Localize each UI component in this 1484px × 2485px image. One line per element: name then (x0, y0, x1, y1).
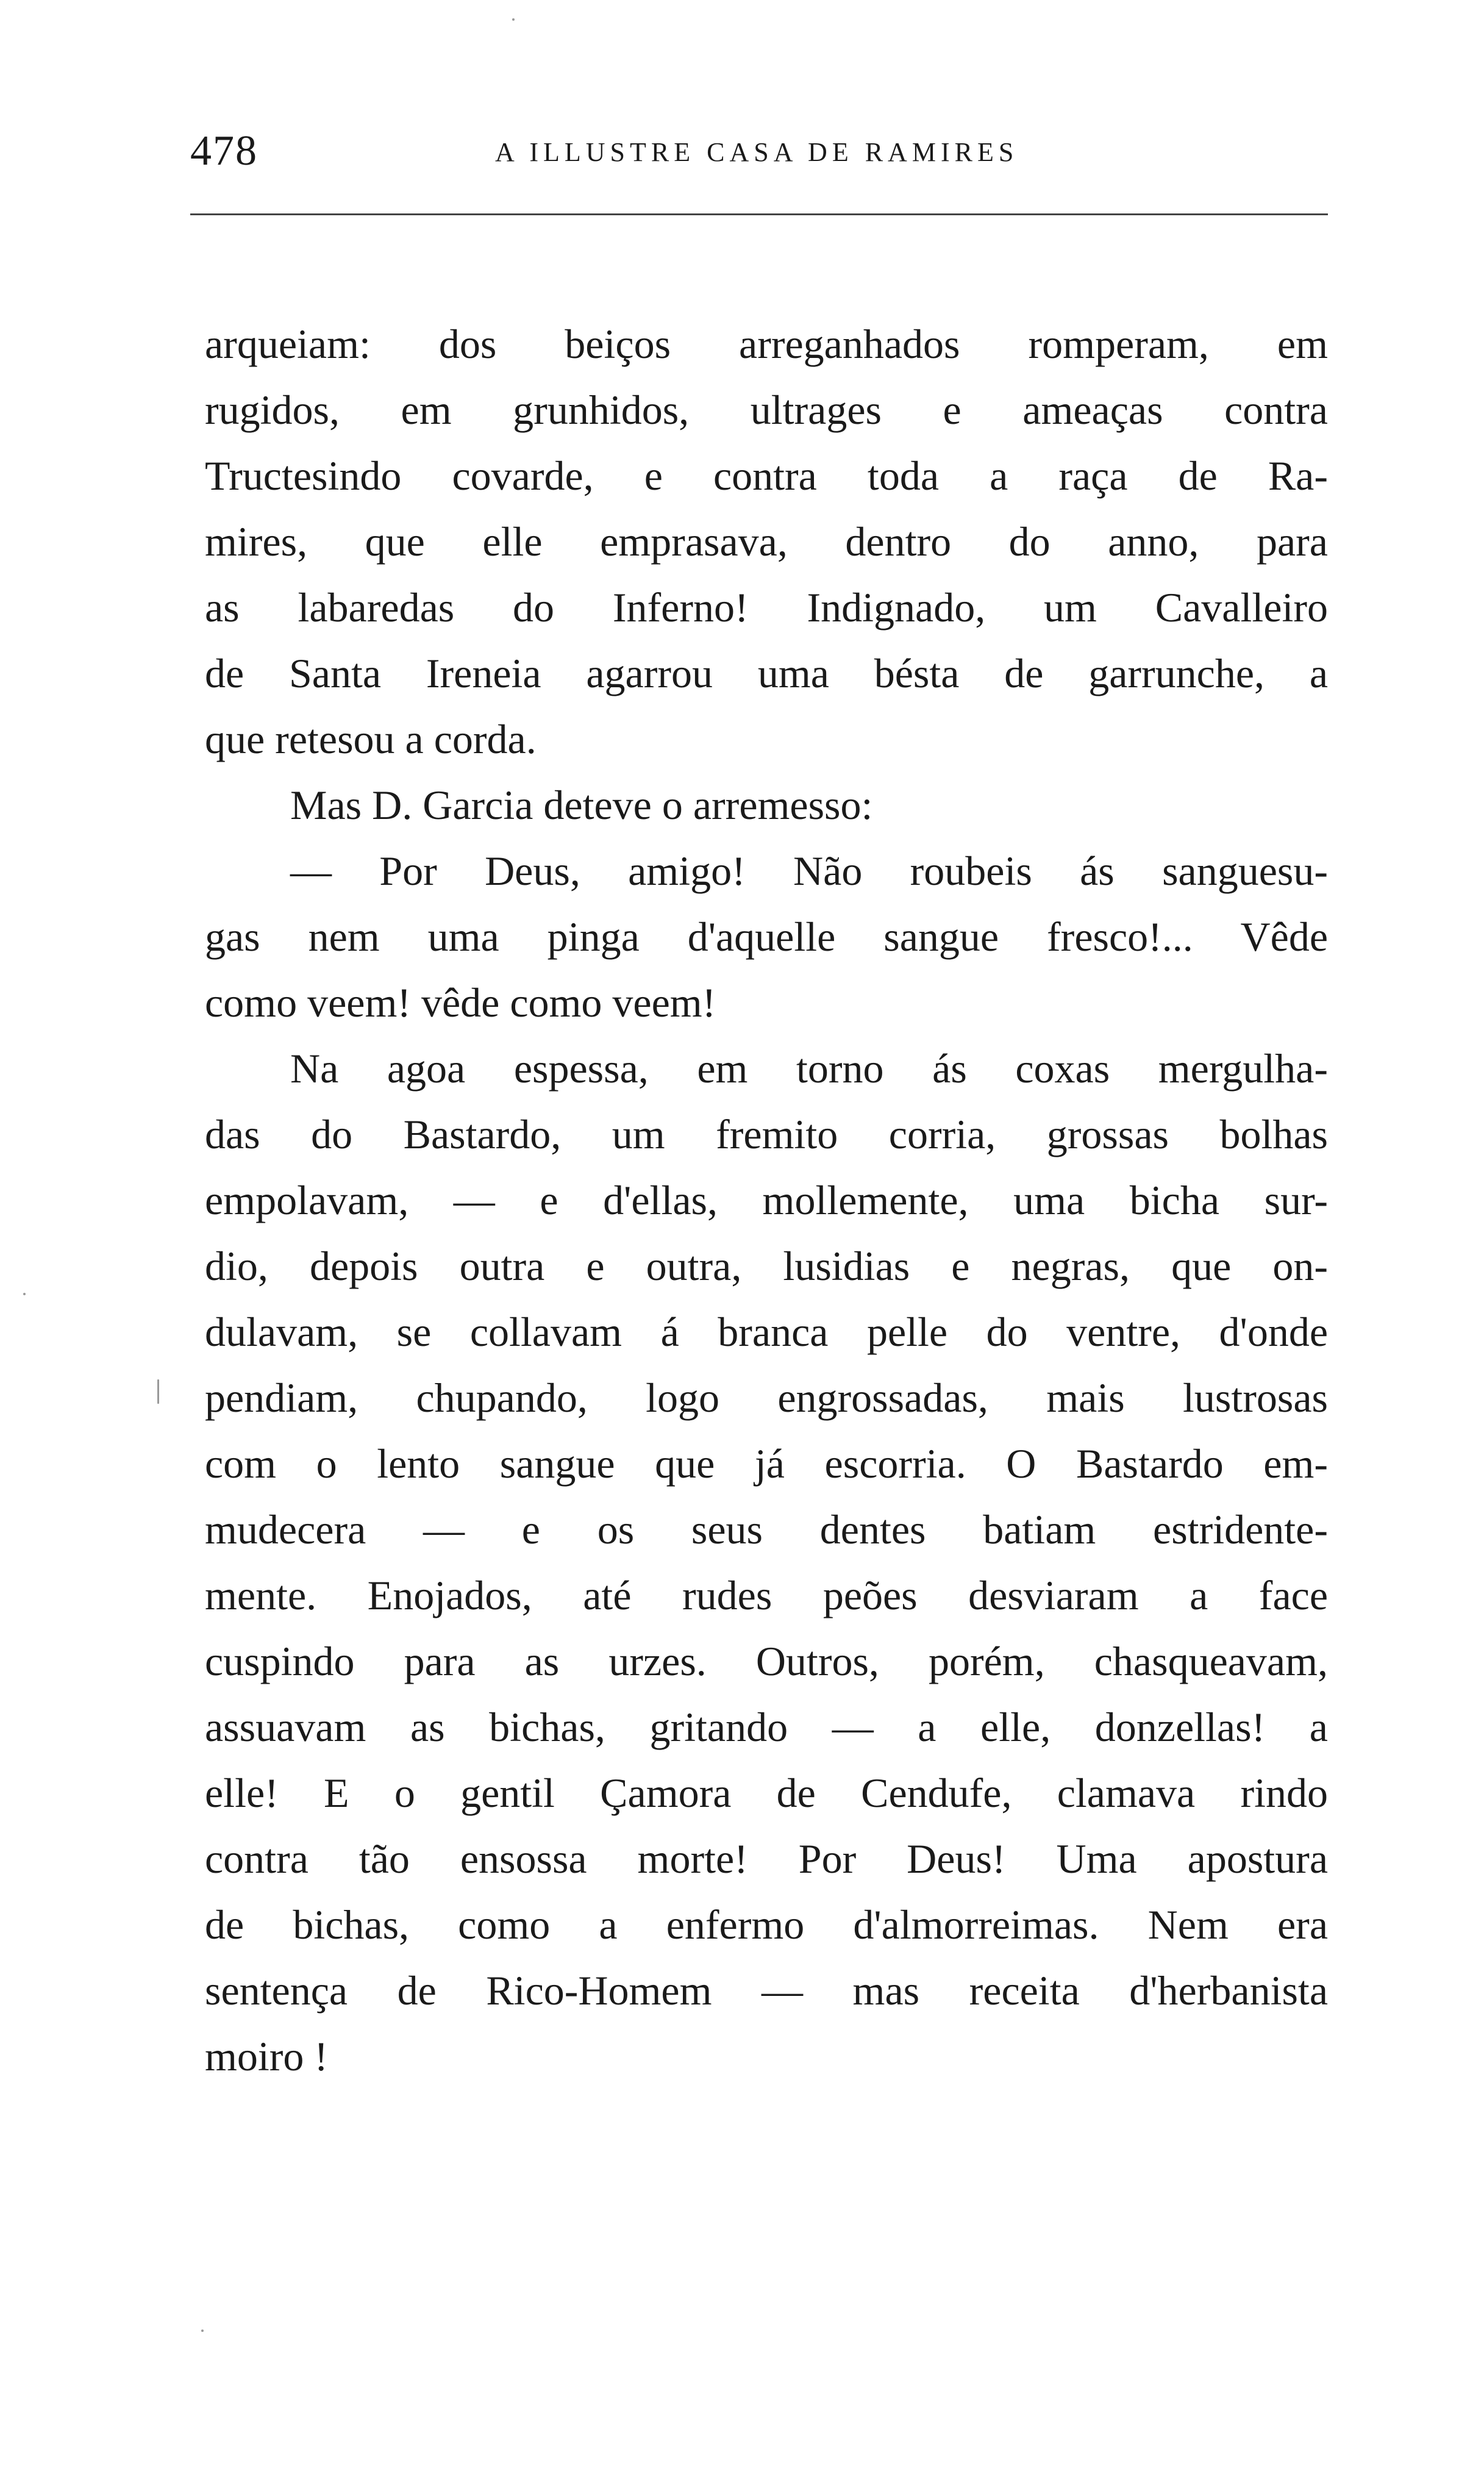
text-line: sentença de Rico-Homem — mas receita d'herbanista (205, 1967, 1328, 2014)
page-header (190, 127, 1328, 182)
text-line: mente. Enojados, até rudes peões desviaram a face (205, 1572, 1328, 1618)
text-line: Mas D. Garcia deteve o arremesso: (290, 782, 873, 828)
page-number: 478 (190, 127, 258, 174)
text-line: — Por Deus, amigo! Não roubeis ás sanguesu- (290, 848, 1328, 894)
margin-mark (157, 1379, 159, 1404)
text-line: dulavam, se collavam á branca pelle do ventre, d'onde (205, 1309, 1328, 1355)
text-line: como veem! vêde como veem! (205, 979, 716, 1026)
text-line: empolavam, — e d'ellas, mollemente, uma bicha sur- (205, 1177, 1328, 1223)
text-line: gas nem uma pinga d'aquelle sangue fresco!... Vêde (205, 914, 1328, 960)
paper-speck (512, 18, 515, 21)
text-line: mudecera — e os seus dentes batiam estridente- (205, 1506, 1328, 1553)
text-line: assuavam as bichas, gritando — a elle, donzellas! a (205, 1704, 1328, 1750)
text-line: Na agoa espessa, em torno ás coxas mergulha- (290, 1045, 1328, 1092)
paper-speck (201, 2329, 204, 2332)
text-line: de bichas, como a enfermo d'almorreimas. Nem era (205, 1901, 1328, 1948)
body-text (205, 311, 1328, 2089)
text-line: cuspindo para as urzes. Outros, porém, chasqueavam, (205, 1638, 1328, 1684)
text-line: Tructesindo covarde, e contra toda a raça de Ra- (205, 452, 1328, 499)
text-line: as labaredas do Inferno! Indignado, um Cavalleiro (205, 584, 1328, 631)
text-line: que retesou a corda. (205, 716, 537, 762)
text-line: de Santa Ireneia agarrou uma bésta de garrunche, a (205, 650, 1328, 696)
text-line: rugidos, em grunhidos, ultrages e ameaças contra (205, 387, 1328, 433)
text-line: dio, depois outra e outra, lusidias e negras, que on- (205, 1243, 1328, 1289)
text-line: moiro ! (205, 2033, 329, 2079)
paper-speck (23, 1293, 26, 1295)
text-line: mires, que elle emprasava, dentro do anno, para (205, 518, 1328, 565)
text-line: com o lento sangue que já escorria. O Bastardo em- (205, 1440, 1328, 1487)
text-line: pendiam, chupando, logo engrossadas, mais lustrosas (205, 1375, 1328, 1421)
text-line: das do Bastardo, um fremito corria, grossas bolhas (205, 1111, 1328, 1157)
running-title: A ILLUSTRE CASA DE RAMIRES (495, 137, 1019, 167)
text-line: elle! E o gentil Çamora de Cendufe, clamava rindo (205, 1770, 1328, 1816)
text-line: arqueiam: dos beiços arreganhados romperam, em (205, 321, 1328, 367)
header-rule (190, 213, 1328, 215)
text-line: contra tão ensossa morte! Por Deus! Uma apostura (205, 1836, 1328, 1882)
